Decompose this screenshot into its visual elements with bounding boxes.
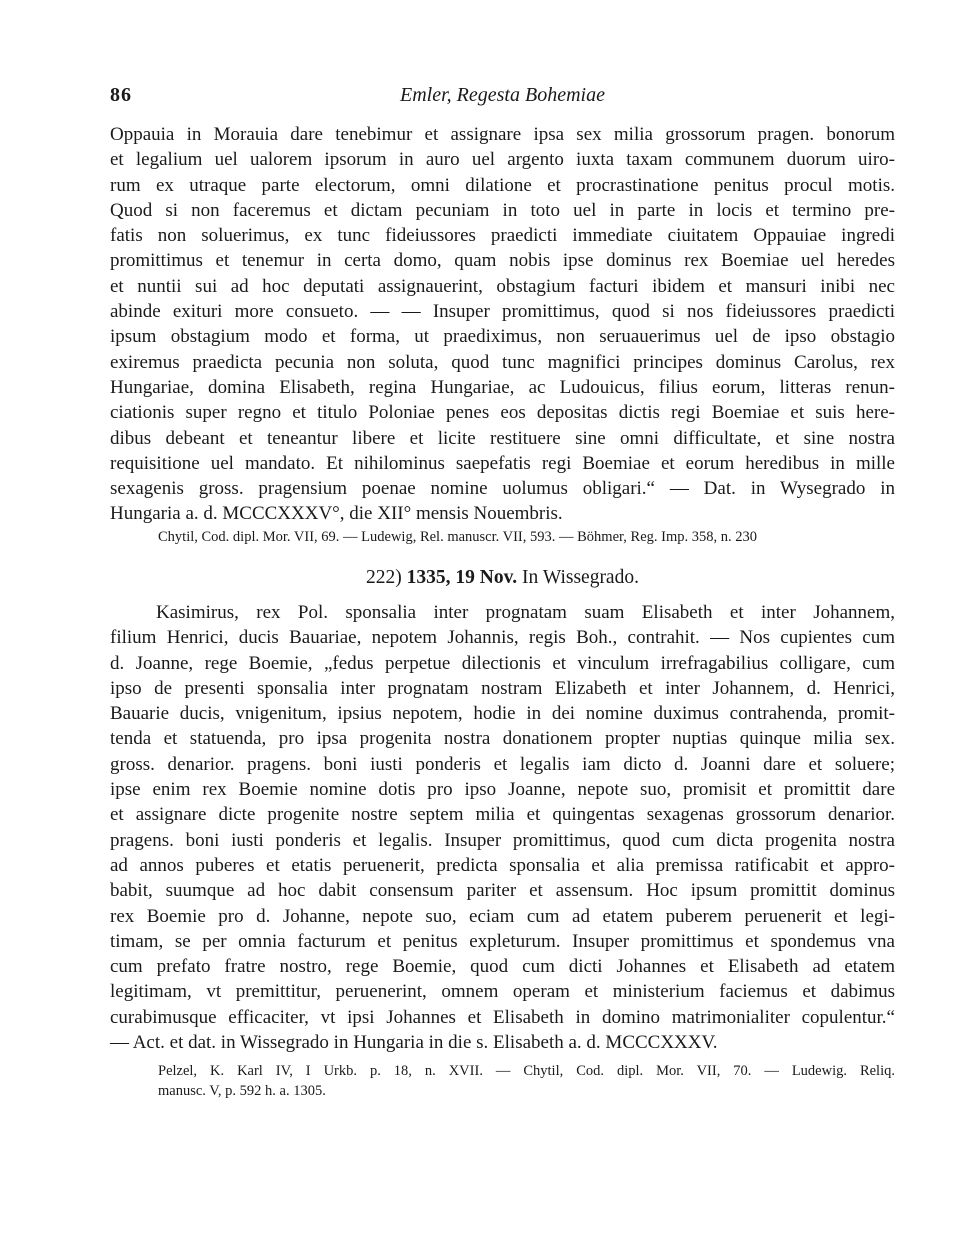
text-line: pragens. boni iusti ponderis et legalis. Insuper promittimus, quod cum dicta progenita nostra xyxy=(110,829,895,851)
text-line: ipsum obstagium modo et forma, ut praediximus, non seruauerimus uel de ipso obstagio xyxy=(110,326,895,348)
text-line: Bauarie ducis, vnigenitum, ipsius nepotem, hodie in dei nomine duximus contrahenda, promit- xyxy=(110,703,895,725)
text-line: sexagenis gross. pragensium poenae nomine uolumus obligari.“ — Dat. in Wysegrado in xyxy=(110,478,895,500)
text-line: d. Joanne, rege Boemie, „fedus perpetue dilectionis et vinculum irrefragabilius colligare, cum xyxy=(110,652,895,674)
source-note xyxy=(110,527,895,547)
note-line: Pelzel, K. Karl IV, I Urkb. p. 18, n. XVII. — Chytil, Cod. dipl. Mor. VII, 70. — Ludewig. Reliq. xyxy=(158,1063,895,1079)
entry-source-note xyxy=(110,1061,895,1101)
text-line: ciationis super regno et titulo Poloniae penes eos depositas dictis regi Boemiae et suis here- xyxy=(110,402,895,424)
note-line: manusc. V, p. 592 h. a. 1305. xyxy=(158,1083,326,1099)
text-line: gross. denarior. pragens. boni iusti ponderis et legalis iam dicto d. Joanni dare et soluere; xyxy=(110,753,895,775)
text-line: — Act. et dat. in Wissegrado in Hungaria in die s. Elisabeth a. d. MCCCXXXV. xyxy=(110,1032,718,1054)
text-line: cum prefato fratre nostro, rege Boemie, quod cum dicti Johannes et Elisabeth ad etatem xyxy=(110,956,895,978)
entry-place: In Wissegrado. xyxy=(522,567,639,588)
text-line: ipso de presenti sponsalia inter prognatam nostram Elizabeth et inter Johannem, d. Henrici, xyxy=(110,677,895,699)
text-line: dibus debeant et teneantur libere et licite restituere sine omni difficultate, et sine nostra xyxy=(110,427,895,449)
text-line: tenda et statuenda, pro ipsa progenita nostra donationem propter nuptias quinque milia sex. xyxy=(110,728,895,750)
note-line: Chytil, Cod. dipl. Mor. VII, 69. — Ludewig, Rel. manuscr. VII, 593. — Böhmer, Reg. Imp. 358, n. 230 xyxy=(158,529,757,545)
text-line: et nuntii sui ad hoc deputati assignauerint, obstagium facturi ibidem et mansuri inibi nec xyxy=(110,275,895,297)
text-line: ad annos puberes et etatis peruenerit, predicta sponsalia et alia premissa ratificabit et appro- xyxy=(110,854,895,876)
text-line: timam, se per omnia facturum et penitus expleturum. Insuper promittimus et spondemus vna xyxy=(110,930,895,952)
text-line: Hungaria a. d. MCCCXXXV°, die XII° mensis Nouembris. xyxy=(110,503,563,525)
entry-date: 1335, 19 Nov. xyxy=(406,567,518,588)
text-line: et legalium uel ualorem ipsorum in auro uel argento iuxta taxam communem duorum uiro- xyxy=(110,149,895,171)
text-line: curabimusque efficaciter, vt ipsi Johannes et Elisabeth in domino matrimonialiter copulentur.“ xyxy=(110,1006,895,1028)
text-line: exiremus praedicta pecunia non soluta, quod tunc magnifici principes dominus Carolus, rex xyxy=(110,351,895,373)
text-line: requisitione uel mandato. Et nihilominus saepefatis regi Boemiae et eorum heredibus in mille xyxy=(110,452,895,474)
page-number: 86 xyxy=(110,84,132,106)
text-line: Kasimirus, rex Pol. sponsalia inter prognatam suam Elisabeth et inter Johannem, xyxy=(156,602,895,623)
entry-heading xyxy=(110,567,895,589)
text-line: babit, suumque ad hoc dabit consensum pariter et assensum. Hoc ipsum promittit dominus xyxy=(110,880,895,902)
text-line: rum ex utraque parte electorum, omni dilatione et procrastinatione penitus procul motis. xyxy=(110,174,895,196)
text-line: rex Boemie pro d. Johanne, nepote suo, eciam cum ad etatem puberem peruenerit et legi- xyxy=(110,905,895,927)
page-header xyxy=(110,84,895,114)
text-line: abinde exituri more consueto. — — Insuper promittimus, quod si nos fideiussores praedicti xyxy=(110,301,895,323)
text-line: et assignare dicte progenite nostre septem milia et quingentas sexagenas grossorum denarior. xyxy=(110,804,895,826)
running-title: Emler, Regesta Bohemiae xyxy=(400,84,605,106)
text-line: legitimam, vt premittitur, peruenerint, omnem operam et ministerium faciemus et dabimus xyxy=(110,981,895,1003)
text-line: Quod si non faceremus et dictam pecuniam in toto uel in parte in locis et termino pre- xyxy=(110,199,895,221)
text-line: fatis non soluerimus, ex tunc fideiussores praedicti immediate ciuitatem Oppauiae ingredi xyxy=(110,225,895,247)
text-line: filium Henrici, ducis Bauariae, nepotem Johannis, regis Boh., contrahit. — Nos cupientes cum xyxy=(110,627,895,649)
text-line: Hungariae, domina Elisabeth, regina Hungariae, ac Ludouicus, filius eorum, litteras renun- xyxy=(110,376,895,398)
text-line: ipse enim rex Boemie nomine dotis pro ipso Joanne, nepote suo, promisit et promittit dare xyxy=(110,779,895,801)
entry-paragraph xyxy=(110,600,895,1055)
entry-number: 222) xyxy=(366,567,402,588)
text-line: promittimus et tenemur in certa domo, quam nobis ipse dominus rex Boemiae uel heredes xyxy=(110,250,895,272)
continuation-paragraph xyxy=(110,122,895,527)
text-line: Oppauia in Morauia dare tenebimur et assignare ipsa sex milia grossorum pragen. bonorum xyxy=(110,124,895,145)
